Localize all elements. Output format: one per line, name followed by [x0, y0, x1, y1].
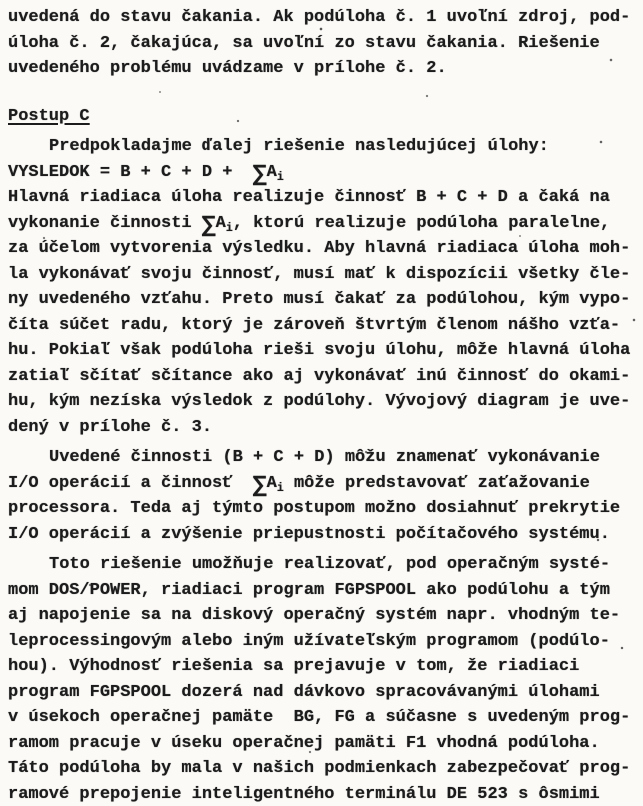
text-segment: VYSLEDOK = B + C + D +: [8, 162, 253, 182]
text-segment: I/O operácií a činnosť: [8, 473, 253, 493]
text-segment: uvedeného problému uvádzame v prílohe č. 2.: [8, 59, 447, 78]
text-line: [8, 496, 641, 522]
text-line: [8, 603, 641, 629]
text-line: [8, 680, 641, 706]
text-line: [8, 756, 641, 782]
text-line: [8, 445, 641, 471]
text-segment: leprocessingovým alebo iným užívateľským programom (podúlo-: [8, 631, 610, 651]
text-line: [8, 236, 641, 262]
text-segment: processora. Teda aj týmto postupom možno dosiahnuť prekrytie: [8, 499, 621, 518]
text-segment: ramom pracuje v úseku operačnej pamäti F1 vhodná podúloha.: [8, 733, 600, 753]
text-line: [8, 552, 641, 578]
text-line: [8, 31, 641, 57]
text-segment: hou). Výhodnosť riešenia sa prejavuje v tom, že riadiaci: [8, 657, 580, 676]
text-line: [8, 705, 641, 731]
text-line: [8, 56, 641, 82]
text-segment: A: [215, 213, 226, 233]
text-line: [8, 629, 641, 655]
text-segment: Táto podúloha by mala v našich podmienkach zabezpečovať prog-: [8, 759, 631, 778]
text-line: [8, 287, 641, 313]
text-segment: Hlavná riadiaca úloha realizuje činnosť B + C + D a čaká na: [8, 188, 610, 207]
text-segment: program FGPSPOOL dozerá nad dávkovo spracovávanými úlohami: [8, 682, 600, 702]
subscript-text: i: [276, 170, 284, 184]
text-line: [8, 731, 641, 757]
text-line: [8, 185, 641, 211]
text-line: [8, 654, 641, 680]
text-segment: la vykonávať svoju činnosť, musí mať k dispozícii všetky čle-: [8, 264, 631, 284]
text-segment: úloha č. 2, čakajúca, sa uvoľní zo stavu čakania. Riešenie: [8, 33, 600, 53]
text-line: [8, 389, 641, 415]
text-segment: za účelom vytvorenia výsledku. Aby hlavná riadiaca úloha moh-: [8, 239, 631, 258]
text-segment: hu, kým nezíska výsledok z podúlohy. Vývojový diagram je uve-: [8, 392, 631, 411]
text-segment: A: [266, 162, 277, 182]
summation-symbol: ∑: [252, 471, 267, 498]
text-segment: aj napojenie sa na diskový operačný systém napr. vhodným te-: [8, 606, 621, 625]
text-segment: dený v prílohe č. 3.: [8, 417, 213, 437]
text-line: [8, 313, 641, 339]
subscript-text: i: [276, 481, 284, 495]
text-segment: ramové prepojenie inteligentného terminálu DE 523 s ôsmimi: [8, 784, 600, 804]
text-segment: I/O operácií a zvýšenie priepustnosti počítačového systému.: [8, 524, 610, 544]
text-line: [8, 471, 641, 497]
text-segment: mom DOS/POWER, riadiaci program FGPSPOOL ako podúlohu a tým: [8, 580, 610, 600]
text-segment: číta súčet radu, ktorý je zároveň štvrtým členom nášho vzťa-: [8, 315, 621, 335]
text-segment: Predpokladajme ďalej riešenie nasledujúcej úlohy:: [49, 137, 549, 156]
summation-symbol: ∑: [201, 211, 216, 238]
text-line: [8, 134, 641, 160]
summation-symbol: ∑: [252, 160, 267, 187]
text-line: [8, 782, 641, 806]
text-line: [8, 338, 641, 364]
text-segment: zatiaľ sčítať sčítance ako aj vykonávať inú činnosť do okami-: [8, 366, 631, 386]
text-segment: ny uvedeného vzťahu. Preto musí čakať za podúlohou, kým vypo-: [8, 290, 631, 309]
text-segment: hu. Pokiaľ však podúloha rieši svoju úlohu, môže hlavná úloha: [8, 341, 631, 360]
section-heading-postup-c: [8, 104, 641, 130]
text-line: [8, 211, 641, 237]
text-segment: uvedená do stavu čakania. Ak podúloha č. 1 uvoľní zdroj, pod-: [8, 8, 631, 27]
text-line: [8, 522, 641, 548]
text-line: [8, 262, 641, 288]
text-segment: Uvedené činnosti (B + C + D) môžu znamenať vykonávanie: [49, 448, 600, 467]
text-segment: Postup C: [8, 106, 90, 126]
text-line: [8, 5, 641, 31]
subscript-text: i: [225, 221, 233, 235]
text-line: [8, 364, 641, 390]
text-segment: , ktorú realizuje podúloha paralelne,: [232, 213, 611, 233]
text-segment: vykonanie činnosti: [8, 213, 202, 233]
text-segment: v úsekoch operačnej pamäte BG, FG a súčasne s uvedeným prog-: [8, 708, 631, 727]
text-segment: môže predstavovať zaťažovanie: [283, 473, 590, 493]
text-line: [8, 578, 641, 604]
text-segment: Toto riešenie umožňuje realizovať, pod operačným systé-: [49, 555, 611, 574]
text-segment: A: [266, 473, 277, 493]
formula-vysledok: [8, 160, 641, 186]
text-line: [8, 415, 641, 441]
